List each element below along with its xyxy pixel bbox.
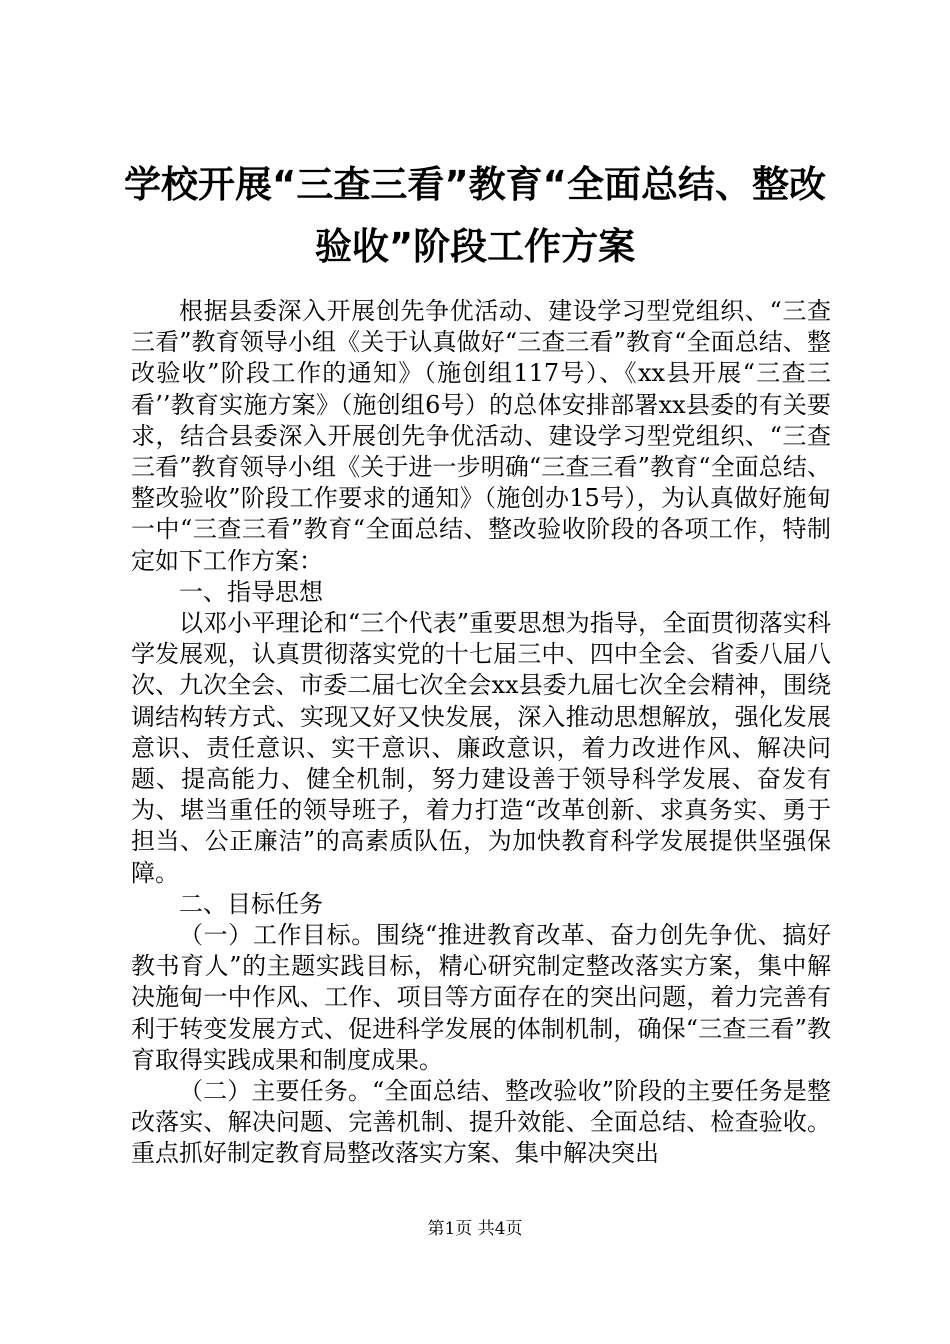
- paragraph-intro: 根据县委深入开展创先争优活动、建设学习型党组织、“三查三看”教育领导小组《关于认真做好“三查三看”教育“全面总结、整改验收”阶段工作的通知》（施创组117号）、《xx县开展“三查三看’’教育实施方案》（施创组6号）的总体安排部署xx县委的有关要求，结合县委深入开展创先争优活动、建设学习型党组织、“三查三看”教育领导小组《关于进一步明确“三查三看”教育“全面总结、整改验收”阶段工作要求的通知》（施创办15号），为认真做好施甸一中“三查三看”教育“全面总结、整改验收阶段的各项工作，特制定如下工作方案：: [131, 297, 831, 575]
- title-line-1: 学校开展“三查三看”教育“全面总结、整改: [124, 163, 826, 206]
- title-line-2: 验收”阶段工作方案: [314, 225, 636, 268]
- document-body: [131, 296, 831, 1170]
- paragraph-main-tasks: （二）主要任务。“全面总结、整改验收”阶段的主要任务是整改落实、解决问题、完善机制、提升效能、全面总结、检查验收。重点抓好制定教育局整改落实方案、集中解决突出: [131, 1077, 831, 1168]
- section-heading-goals-tasks: 二、目标任务: [179, 889, 323, 918]
- page-footer: [0, 1218, 950, 1240]
- document-title: [120, 154, 830, 278]
- page-number: 第1页 共4页: [427, 1219, 523, 1239]
- paragraph-work-goals: （一）工作目标。围绕“推进教育改革、奋力创先争优、搞好教书育人”的主题实践目标，精心研究制定整改落实方案，集中解决施甸一中作风、工作、项目等方面存在的突出问题，着力完善有利于转变发展方式、促进科学发展的体制机制，确保“三查三看”教育取得实践成果和制度成果。: [131, 921, 831, 1074]
- section-heading-guiding-ideology: 一、指导思想: [179, 577, 323, 606]
- paragraph-guiding-ideology: 以邓小平理论和“三个代表”重要思想为指导，全面贯彻落实科学发展观，认真贯彻落实党的十七届三中、四中全会、省委八届八次、九次全会、市委二届七次全会xx县委九届七次全会精神，围绕调结构转方式、实现又好又快发展，深入推动思想解放，强化发展意识、责任意识、实干意识、廉政意识，着力改进作风、解决问题、提高能力、健全机制，努力建设善于领导科学发展、奋发有为、堪当重任的领导班子，着力打造“改革创新、求真务实、勇于担当、公正廉洁”的高素质队伍，为加快教育科学发展提供坚强保障。: [131, 609, 831, 887]
